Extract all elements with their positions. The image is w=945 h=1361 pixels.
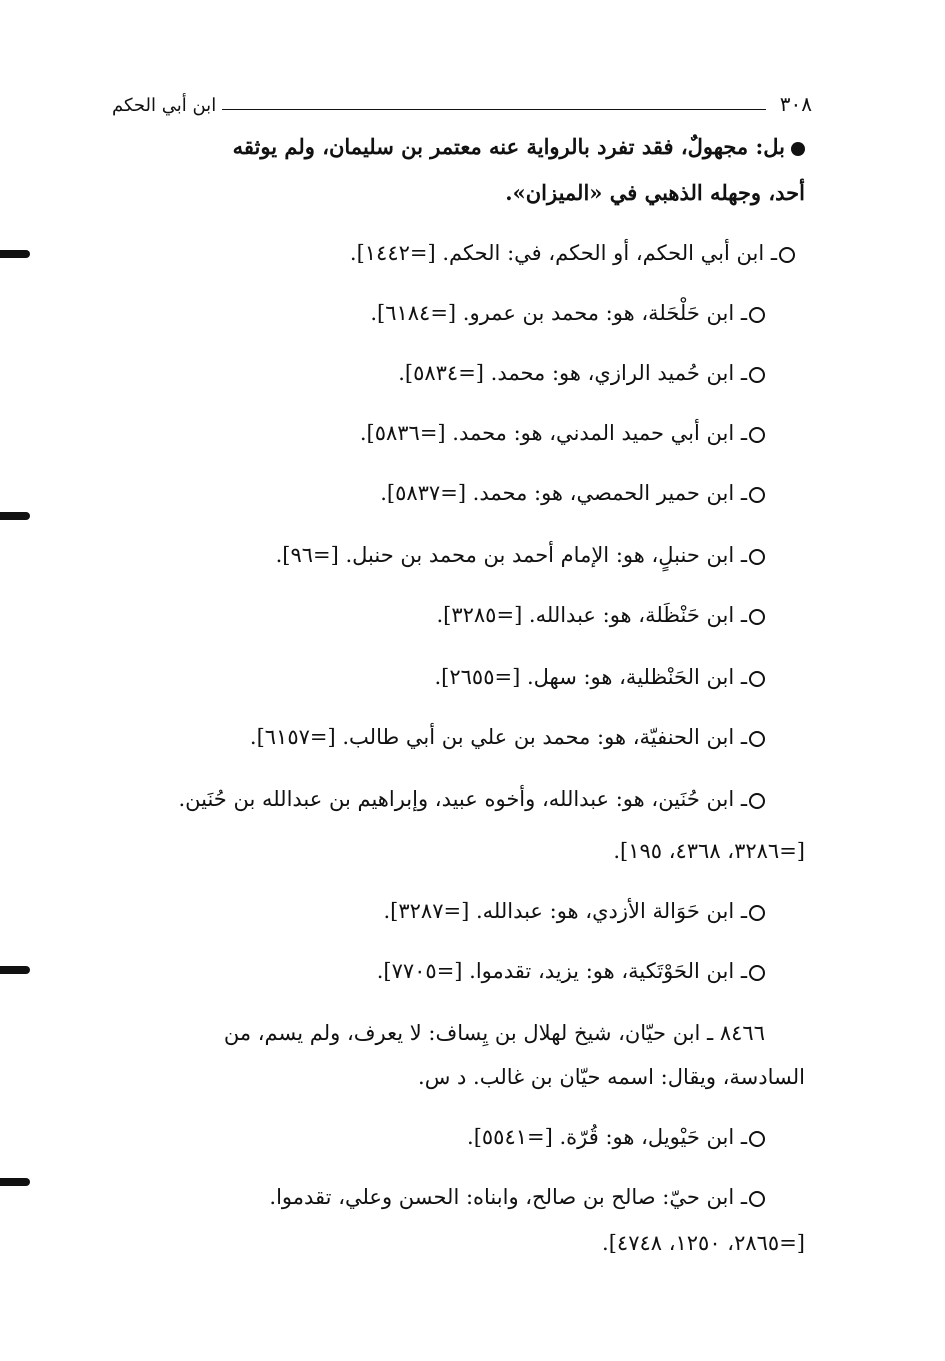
entry-text: ـ ابن حَيْويل، هو: قُرّة. [=٥٥٤١]. xyxy=(467,1125,747,1149)
entry-line xyxy=(505,178,805,208)
page-number: ٣٠٨ xyxy=(779,92,812,116)
scan-mark xyxy=(0,1178,30,1186)
running-header xyxy=(112,88,812,116)
entry-text: ـ ابن حُميد الرازي، هو: محمد. [=٥٨٣٤]. xyxy=(398,361,747,385)
entry-text: أحد، وجهله الذهبي في «الميزان». xyxy=(505,180,805,205)
entry-line xyxy=(377,956,765,986)
entry-text: السادسة، ويقال: اسمه حيّان بن غالب. د س. xyxy=(418,1065,805,1089)
entry-line xyxy=(269,1182,765,1212)
entry-text: ـ ابن حَلْحَلة، هو: محمد بن عمرو. [=٦١٨٤]. xyxy=(370,301,747,325)
entry-text: ـ ابن حيّ: صالح بن صالح، وابناه: الحسن وعلي، تقدموا. xyxy=(269,1185,747,1209)
entry-line xyxy=(178,784,765,814)
circle-bullet-icon xyxy=(749,609,765,625)
circle-bullet-icon xyxy=(749,965,765,981)
circle-bullet-icon xyxy=(749,905,765,921)
filled-bullet-icon xyxy=(791,142,805,156)
entry-line xyxy=(434,662,765,692)
entry-line xyxy=(418,1062,805,1092)
entry-line xyxy=(398,358,765,388)
entry-line xyxy=(250,722,765,752)
circle-bullet-icon xyxy=(749,549,765,565)
running-title: ابن أبي الحكم xyxy=(112,95,217,116)
header-rule xyxy=(222,109,766,110)
entry-line xyxy=(370,298,765,328)
entry-text: ـ ابن الحنفيّة، هو: محمد بن علي بن أبي طالب. [=٦١٥٧]. xyxy=(249,725,747,749)
circle-bullet-icon xyxy=(749,307,765,323)
circle-bullet-icon xyxy=(749,487,765,503)
circle-bullet-icon xyxy=(749,427,765,443)
entry-text: ـ ابن حُنَين، هو: عبدالله، وأخوه عبيد، وإبراهيم بن عبدالله بن حُنَين. xyxy=(178,787,747,811)
entry-line xyxy=(380,478,765,508)
scan-mark xyxy=(0,512,30,520)
entry-line xyxy=(350,238,795,268)
entry-text: ـ ابن حمير الحمصي، هو: محمد. [=٥٨٣٧]. xyxy=(380,481,747,505)
entry-text: [=٣٢٨٦، ٤٣٦٨، ١٩٥]. xyxy=(613,839,805,863)
circle-bullet-icon xyxy=(749,793,765,809)
entry-text: ـ ابن الحَنْظلية، هو: سهل. [=٢٦٥٥]. xyxy=(434,665,747,689)
entry-text: ـ ابن حَنْظَلة، هو: عبدالله. [=٣٢٨٥]. xyxy=(436,603,747,627)
entry-text: ـ ابن الحَوْتَكية، هو: يزيد، تقدموا. [=٧٧٠٥]. xyxy=(376,959,747,983)
circle-bullet-icon xyxy=(779,247,795,263)
scan-mark xyxy=(0,966,30,974)
entry-line xyxy=(360,418,765,448)
entry-text: ـ ابن أبي الحكم، أو الحكم، في: الحكم. [=١٤٤٢]. xyxy=(349,241,777,265)
entry-line xyxy=(224,1018,765,1048)
entry-line xyxy=(467,1122,765,1152)
entry-line xyxy=(233,132,805,162)
entry-text: بل: مجهولٌ، فقد تفرد بالرواية عنه معتمر بن سليمان، ولم يوثقه xyxy=(232,134,785,159)
entry-text: ـ ابن حنبلٍ، هو: الإمام أحمد بن محمد بن حنبل. [=٩٦]. xyxy=(275,543,747,567)
entry-text: ـ ابن حَوَالة الأزدي، هو: عبدالله. [=٣٢٨٧]. xyxy=(383,899,747,923)
circle-bullet-icon xyxy=(749,367,765,383)
entry-line xyxy=(383,896,765,926)
entry-text: ـ ابن أبي حميد المدني، هو: محمد. [=٥٨٣٦]. xyxy=(359,421,747,445)
circle-bullet-icon xyxy=(749,671,765,687)
entry-line xyxy=(613,836,805,866)
entry-line xyxy=(436,600,765,630)
circle-bullet-icon xyxy=(749,1191,765,1207)
entry-line xyxy=(276,540,765,570)
entry-text: ٨٤٦٦ ـ ابن حيّان، شيخ لهلال بن يِساف: لا يعرف، ولم يسم، من xyxy=(223,1021,765,1045)
circle-bullet-icon xyxy=(749,731,765,747)
scan-mark xyxy=(0,250,30,258)
entry-line xyxy=(602,1228,805,1258)
circle-bullet-icon xyxy=(749,1131,765,1147)
entry-text: [=٢٨٦٥، ١٢٥٠، ٤٧٤٨]. xyxy=(602,1231,805,1255)
